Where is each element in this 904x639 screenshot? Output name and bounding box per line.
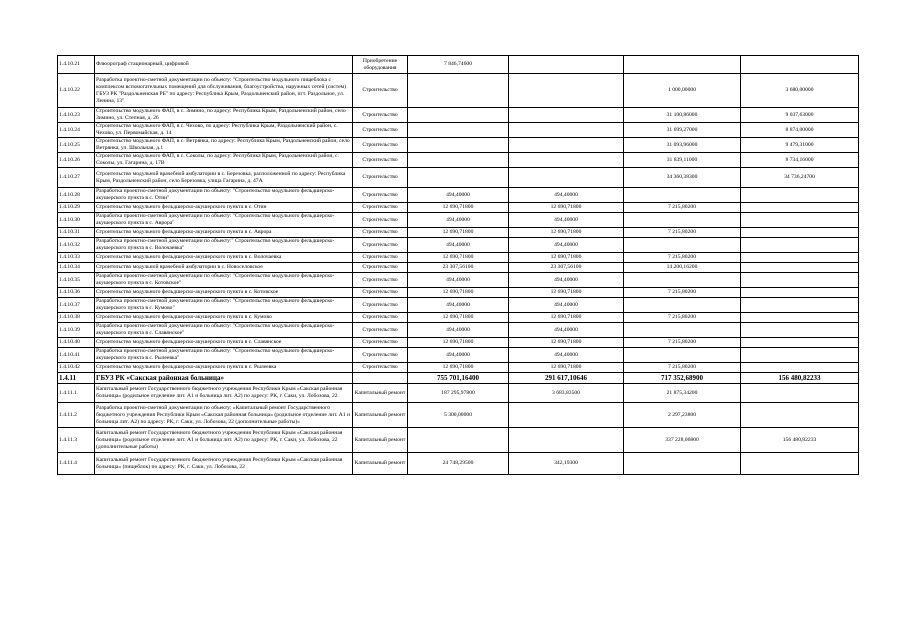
- row-number: 1.4.10.24: [58, 123, 95, 138]
- row-number: 1.4.10.23: [58, 108, 95, 123]
- row-value-2: [509, 403, 624, 428]
- row-work-type: Строительство: [353, 74, 408, 108]
- table-row: [58, 56, 859, 74]
- row-value-1: 494,40000: [408, 238, 509, 253]
- row-number: 1.4.10.39: [58, 323, 95, 338]
- funding-table: [57, 55, 859, 475]
- row-number: 1.4.10.22: [58, 74, 95, 108]
- table-row: [58, 403, 859, 428]
- row-value-2: 12 690,71800: [509, 313, 624, 323]
- row-value-1: 24 748,29500: [408, 453, 509, 475]
- row-description: Капитальный ремонт Государственного бюджетного учреждения Республики Крым «Сакская районная больница» (пищеблок) по адресу: РК, г. Саки, ул. Лобозова, 22: [95, 453, 353, 475]
- row-value-1: 12 690,71800: [408, 338, 509, 348]
- row-value-3: [624, 238, 741, 253]
- row-work-type: Строительство: [353, 203, 408, 213]
- row-value-2: [509, 138, 624, 153]
- row-value-1: [408, 153, 509, 168]
- row-value-2: 23 307,56100: [509, 263, 624, 273]
- row-value-3: 31 839,11000: [624, 153, 741, 168]
- row-value-4: [741, 384, 859, 403]
- row-value-3: 7 215,80200: [624, 288, 741, 298]
- row-value-3: 2 297,23800: [624, 403, 741, 428]
- table-body: [58, 56, 859, 475]
- row-value-3: 31 093,96000: [624, 138, 741, 153]
- row-value-2: 12 690,71800: [509, 288, 624, 298]
- row-value-3: 337 228,06800: [624, 428, 741, 453]
- row-number: 1.4.10.38: [58, 313, 95, 323]
- row-value-2: 12 690,71800: [509, 228, 624, 238]
- row-value-4: [741, 453, 859, 475]
- row-value-3: 14 200,16200: [624, 263, 741, 273]
- row-value-1: [408, 108, 509, 123]
- row-number: 1.4.10.40: [58, 338, 95, 348]
- row-description: Строительство модульного фельдшерско-акушерского пункта в с. Славянское: [95, 338, 353, 348]
- row-number: 1.4.11.4: [58, 453, 95, 475]
- row-value-2: [509, 123, 624, 138]
- row-value-4: 8 734,16000: [741, 153, 859, 168]
- row-value-4: [741, 188, 859, 203]
- row-description: Строительство модульного фельдшерско-акушерского пункта в с. Аврора: [95, 228, 353, 238]
- table-row: [58, 108, 859, 123]
- row-value-1: [408, 138, 509, 153]
- row-value-2: [509, 56, 624, 74]
- row-description: Разработка проектно-сметной документации по объекту: "Строительство модульного пищеблока с комплексом вспомогательных помещений для обслуживания, благоустройства, наружных сетей (систем) ГБУЗ РК "Раздольненская РБ" по адресу: Республика Крым, Раздольненский район, пгт. Раздольное, ул. Ленина, 13": [95, 74, 353, 108]
- row-value-4: [741, 238, 859, 253]
- row-value-1: 12 690,71800: [408, 313, 509, 323]
- row-value-1: 494,40000: [408, 348, 509, 363]
- row-value-4: [741, 253, 859, 263]
- row-description: Строительство модульной врачебной амбулатории в с. Березовка, расположенной по адресу: Республика Крым, Раздольненский район, село Березовка, улица Гагарина, д. 47А: [95, 168, 353, 188]
- row-value-2: 494,40000: [509, 213, 624, 228]
- row-value-3: 7 215,80200: [624, 253, 741, 263]
- table-row: [58, 238, 859, 253]
- row-work-type: Строительство: [353, 323, 408, 338]
- row-description: Строительство модульного фельдшерско-акушерского пункта в с. Кумово: [95, 313, 353, 323]
- row-value-1: 12 690,71800: [408, 363, 509, 373]
- row-value-1: [408, 428, 509, 453]
- row-work-type: Строительство: [353, 168, 408, 188]
- row-work-type: Строительство: [353, 313, 408, 323]
- row-number: 1.4.11.1: [58, 384, 95, 403]
- row-value-4: [741, 403, 859, 428]
- row-value-4: 34 736,24700: [741, 168, 859, 188]
- row-value-1: 187 295,97800: [408, 384, 509, 403]
- row-work-type: Строительство: [353, 153, 408, 168]
- row-value-1: 12 690,71800: [408, 228, 509, 238]
- row-value-3: 31 699,27000: [624, 123, 741, 138]
- row-work-type: Строительство: [353, 363, 408, 373]
- row-description: Капитальный ремонт Государственного бюджетного учреждения Республики Крым «Сакская районная больница» (родильное отделение лит. А1 и больница лит. А2) по адресу: РК, г. Саки, ул. Лобозова, 22: [95, 384, 353, 403]
- row-number: 1.4.10.27: [58, 168, 95, 188]
- table-row: [58, 363, 859, 373]
- row-number: 1.4.10.36: [58, 288, 95, 298]
- row-work-type: Строительство: [353, 238, 408, 253]
- table-row: [58, 288, 859, 298]
- table-row: [58, 213, 859, 228]
- table-row: [58, 188, 859, 203]
- row-work-type: Капитальный ремонт: [353, 384, 408, 403]
- row-value-4: 9 479,31000: [741, 138, 859, 153]
- row-work-type: Строительство: [353, 228, 408, 238]
- row-description: ГБУЗ РК «Сакская районная больница»: [95, 373, 353, 384]
- row-value-3: [624, 298, 741, 313]
- table-row: [58, 453, 859, 475]
- row-number: 1.4.10.25: [58, 138, 95, 153]
- row-value-4: [741, 348, 859, 363]
- row-work-type: Строительство: [353, 138, 408, 153]
- row-value-4: 156 480,82233: [741, 373, 859, 384]
- row-value-1: 12 690,71800: [408, 253, 509, 263]
- row-description: Строительство модульного ФАП, в с. Чехово, по адресу: Республика Крым, Раздольненский район, с. Чехово, ул. Первомайская, д. 14: [95, 123, 353, 138]
- row-value-2: 12 690,71800: [509, 338, 624, 348]
- row-value-3: [624, 213, 741, 228]
- row-value-1: [408, 74, 509, 108]
- row-value-1: [408, 168, 509, 188]
- row-value-2: 494,40000: [509, 238, 624, 253]
- row-description: Строительство модульной врачебной амбулатории в с. Новоселовское: [95, 263, 353, 273]
- row-number: 1.4.11: [58, 373, 95, 384]
- row-value-2: 494,40000: [509, 273, 624, 288]
- row-description: Разработка проектно-сметной документации по объекту: «Капитальный ремонт Государственного бюджетного учреждения Республики Крым «Сакская районная больница» (родильное отделение лит. А1 и больница лит. А2) по адресу: РК, г. Саки, ул. Лобозова, 22 (дополнительные работы)»: [95, 403, 353, 428]
- row-description: Строительство модульного ФАП, в с. Ветрянка, по адресу: Республика Крым, Раздольненский район, село Ветрянка, ул. Школьная, д.1: [95, 138, 353, 153]
- row-number: 1.4.10.33: [58, 253, 95, 263]
- row-value-1: 23 307,56100: [408, 263, 509, 273]
- row-description: Строительство модульного фельдшерско-акушерского пункта в с. Волочаевка: [95, 253, 353, 263]
- row-value-4: [741, 298, 859, 313]
- row-number: 1.4.10.29: [58, 203, 95, 213]
- row-value-2: 494,40000: [509, 348, 624, 363]
- table-row: [58, 373, 859, 384]
- row-value-3: 717 352,68900: [624, 373, 741, 384]
- row-number: 1.4.11.2: [58, 403, 95, 428]
- row-description: Строительство модульного фельдшерско-акушерского пункта в с. Котовское: [95, 288, 353, 298]
- row-description: Разработка проектно-сметной документации по объекту: "Строительство модульного фельдшерско-акушерского пункта в с. Славянское": [95, 323, 353, 338]
- row-value-3: 7 215,80200: [624, 338, 741, 348]
- row-value-4: [741, 313, 859, 323]
- table-row: [58, 263, 859, 273]
- row-value-1: 12 690,71800: [408, 288, 509, 298]
- row-number: 1.4.10.30: [58, 213, 95, 228]
- row-value-4: [741, 273, 859, 288]
- row-value-2: [509, 74, 624, 108]
- row-value-3: [624, 188, 741, 203]
- row-work-type: Строительство: [353, 263, 408, 273]
- table-row: [58, 384, 859, 403]
- row-description: Строительство модульного фельдшерско-акушерского пункта в с. Рылеевка: [95, 363, 353, 373]
- row-number: 1.4.10.42: [58, 363, 95, 373]
- row-value-1: 755 701,16400: [408, 373, 509, 384]
- table-row: [58, 298, 859, 313]
- row-value-2: 494,40000: [509, 323, 624, 338]
- table-row: [58, 153, 859, 168]
- row-value-4: [741, 228, 859, 238]
- row-value-3: 34 360,38300: [624, 168, 741, 188]
- row-value-4: 8 874,00000: [741, 123, 859, 138]
- row-value-2: 12 690,71800: [509, 203, 624, 213]
- row-number: 1.4.10.26: [58, 153, 95, 168]
- row-value-3: [624, 56, 741, 74]
- row-work-type: Капитальный ремонт: [353, 428, 408, 453]
- row-value-4: [741, 338, 859, 348]
- table-row: [58, 74, 859, 108]
- row-value-2: 12 690,71800: [509, 363, 624, 373]
- row-value-4: [741, 323, 859, 338]
- row-value-2: 291 617,10646: [509, 373, 624, 384]
- row-value-3: [624, 348, 741, 363]
- row-value-3: 21 875,34200: [624, 384, 741, 403]
- row-value-3: 1 000,00000: [624, 74, 741, 108]
- row-value-4: [741, 203, 859, 213]
- row-value-2: [509, 428, 624, 453]
- row-number: 1.4.10.37: [58, 298, 95, 313]
- table-row: [58, 338, 859, 348]
- row-work-type: Строительство: [353, 188, 408, 203]
- row-work-type: Строительство: [353, 253, 408, 263]
- row-value-2: [509, 168, 624, 188]
- row-value-1: 12 690,71800: [408, 203, 509, 213]
- row-value-4: [741, 288, 859, 298]
- table-row: [58, 313, 859, 323]
- row-value-1: 5 300,00000: [408, 403, 509, 428]
- row-number: 1.4.10.34: [58, 263, 95, 273]
- row-description: Строительство модульного ФАП, в с. Зимино, по адресу: Республика Крым, Раздольненский район, село Зимино, ул. Степная, д. 26: [95, 108, 353, 123]
- table-row: [58, 348, 859, 363]
- table-row: [58, 123, 859, 138]
- row-description: Флюорограф стационарный, цифровой: [95, 56, 353, 74]
- row-value-2: 12 690,71800: [509, 253, 624, 263]
- row-value-3: 7 215,80200: [624, 228, 741, 238]
- row-number: 1.4.10.31: [58, 228, 95, 238]
- row-number: 1.4.10.32: [58, 238, 95, 253]
- row-work-type: Строительство: [353, 288, 408, 298]
- row-value-3: [624, 323, 741, 338]
- table-row: [58, 168, 859, 188]
- table-row: [58, 228, 859, 238]
- row-value-1: 494,40000: [408, 273, 509, 288]
- row-value-1: [408, 123, 509, 138]
- row-value-1: 494,40000: [408, 323, 509, 338]
- table-row: [58, 273, 859, 288]
- table-row: [58, 323, 859, 338]
- row-work-type: Строительство: [353, 108, 408, 123]
- row-value-4: [741, 363, 859, 373]
- row-description: Строительство модульного ФАП, в с. Соколы, по адресу: Республика Крым, Раздольненский район, с. Соколы, ул. Гагарина, д. 17В: [95, 153, 353, 168]
- row-value-1: 494,40000: [408, 213, 509, 228]
- row-value-4: 3 680,00000: [741, 74, 859, 108]
- row-value-4: [741, 263, 859, 273]
- row-value-2: 342,19300: [509, 453, 624, 475]
- row-value-4: 156 480,82233: [741, 428, 859, 453]
- row-number: 1.4.10.41: [58, 348, 95, 363]
- row-description: Капитальный ремонт Государственного бюджетного учреждения Республики Крым «Сакская районная больница» (родильное отделение лит. А1 и больница лит. А2) по адресу: РК, г. Саки, ул. Лобозова, 22 (дополнительные работы): [95, 428, 353, 453]
- row-work-type: Строительство: [353, 338, 408, 348]
- row-value-2: 494,40000: [509, 188, 624, 203]
- row-value-2: 3 683,83500: [509, 384, 624, 403]
- row-value-3: 31 100,86000: [624, 108, 741, 123]
- row-description: Разработка проектно-сметной документации по объекту: "Строительство модульного фельдшерско-акушерского пункта в с. Котовское": [95, 273, 353, 288]
- row-value-1: 494,40000: [408, 298, 509, 313]
- row-work-type: Капитальный ремонт: [353, 403, 408, 428]
- row-description: Разработка проектно-сметной документации по объекту: "Строительство модульного фельдшерско-акушерского пункта в с. Рылеевка": [95, 348, 353, 363]
- row-number: 1.4.10.28: [58, 188, 95, 203]
- row-value-3: [624, 273, 741, 288]
- table-row: [58, 203, 859, 213]
- row-description: Разработка проектно-сметной документации по объекту:" Строительство модульного фельдшерско-акушерского пункта в с. Волочаевка": [95, 238, 353, 253]
- row-description: Строительство модульного фельдшерско-акушерского пункта в с. Отин: [95, 203, 353, 213]
- row-work-type: Строительство: [353, 123, 408, 138]
- row-number: 1.4.10.35: [58, 273, 95, 288]
- row-work-type: Приобретение оборудования: [353, 56, 408, 74]
- table-row: [58, 253, 859, 263]
- row-value-4: 9 037,63000: [741, 108, 859, 123]
- row-value-2: 494,40000: [509, 298, 624, 313]
- row-value-3: 7 215,80200: [624, 363, 741, 373]
- row-value-4: [741, 56, 859, 74]
- row-work-type: Строительство: [353, 298, 408, 313]
- row-value-1: 7 846,74600: [408, 56, 509, 74]
- row-value-3: 7 215,80200: [624, 313, 741, 323]
- table-row: [58, 428, 859, 453]
- row-description: Разработка проектно-сметной документации по объекту: "Строительство модульного фельдшерско-акушерского пункта в с. Отин": [95, 188, 353, 203]
- table-row: [58, 138, 859, 153]
- row-work-type: [353, 373, 408, 384]
- row-work-type: Строительство: [353, 348, 408, 363]
- row-description: Разработка проектно-сметной документации по объекту: "Строительство модульного фельдшерско-акушерского пункта в с. Кумово": [95, 298, 353, 313]
- row-value-2: [509, 108, 624, 123]
- row-value-3: [624, 453, 741, 475]
- row-number: 1.4.11.3: [58, 428, 95, 453]
- row-value-3: 7 215,80200: [624, 203, 741, 213]
- row-value-2: [509, 153, 624, 168]
- row-number: 1.4.10.21: [58, 56, 95, 74]
- row-work-type: Строительство: [353, 213, 408, 228]
- row-value-1: 494,40000: [408, 188, 509, 203]
- row-value-4: [741, 213, 859, 228]
- row-work-type: Капитальный ремонт: [353, 453, 408, 475]
- row-description: Разработка проектно-сметной документации по объекту: "Строительство модульного фельдшерско-акушерского пункта в с. Аврора": [95, 213, 353, 228]
- row-work-type: Строительство: [353, 273, 408, 288]
